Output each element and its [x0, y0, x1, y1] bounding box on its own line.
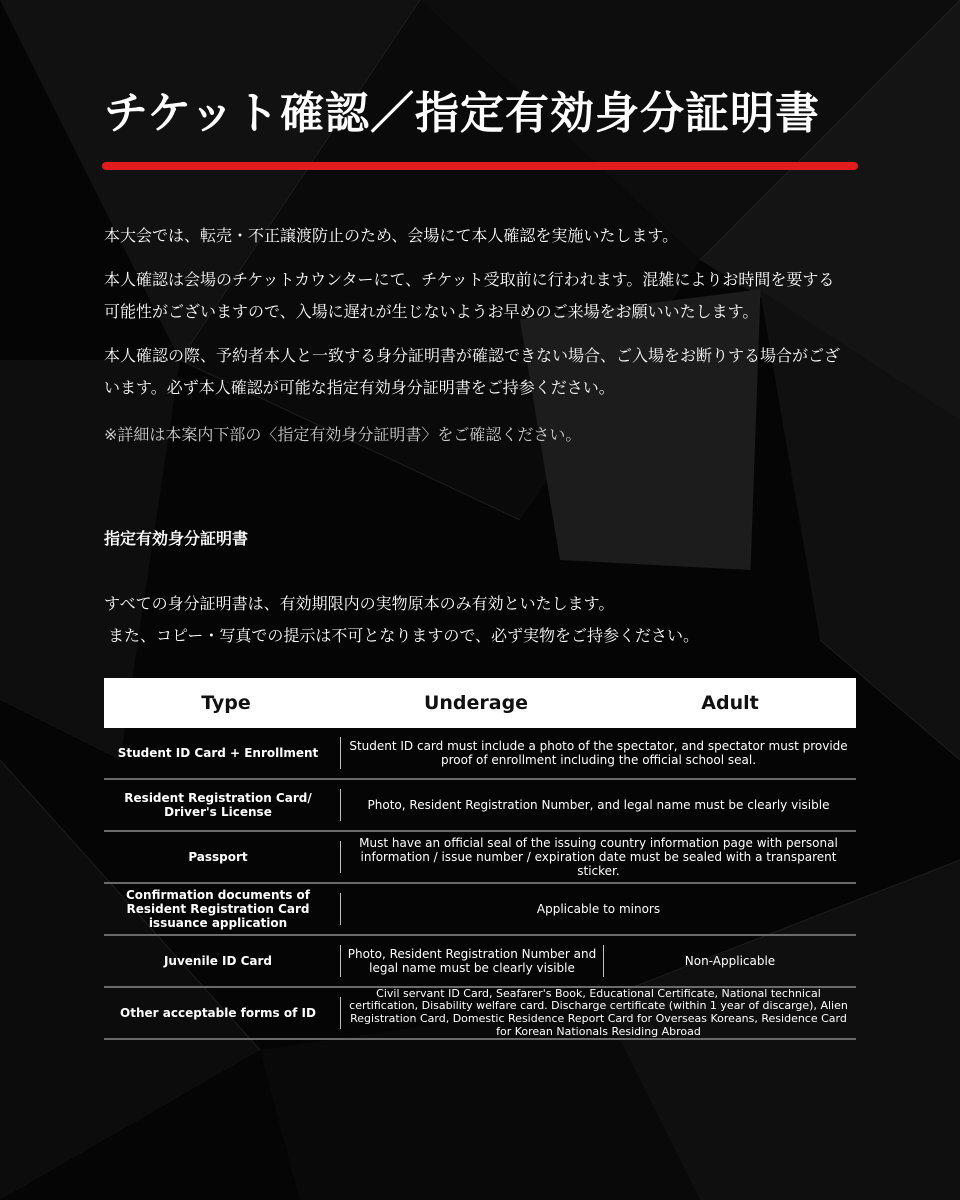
detail-note: ※詳細は本案内下部の〈指定有効身分証明書〉をご確認ください。	[104, 425, 582, 444]
intro-paragraph-2-line-1: 本人確認は会場のチケットカウンターにて、チケット受取前に行われます。混雑によりお時間を要する	[104, 270, 835, 289]
intro-paragraph-3-line-2: います。必ず本人確認が可能な指定有効身分証明書をご持参ください。	[104, 378, 615, 397]
row-description: Photo, Resident Registration Number, and legal name must be clearly visible	[367, 798, 830, 812]
table-row	[104, 780, 856, 832]
table-row	[104, 936, 856, 988]
row-label: Passport	[188, 850, 248, 864]
table-row	[104, 832, 856, 884]
intro-paragraph-2	[104, 264, 864, 328]
header-type: Type	[201, 692, 251, 714]
header-underage: Underage	[423, 692, 529, 714]
intro-paragraph-2-line-2: 可能性がございますので、入場に遅れが生じないようお早めのご来場をお願いいたします。	[104, 302, 759, 321]
row-underage: Photo, Resident Registration Number and legal name must be clearly visible	[347, 947, 597, 975]
intro-paragraph-3-line-1: 本人確認の際、予約者本人と一致する身分証明書が確認できない場合、ご入場をお断りする場合がござ	[104, 346, 841, 365]
row-label: Resident Registration Card/ Driver's License	[124, 791, 312, 819]
row-label: Juvenile ID Card	[163, 954, 273, 968]
intro-paragraph-3	[104, 340, 864, 404]
row-description: Must have an official seal of the issuing country information page with personal information / issue number / expiration date must be sealed with a transparent sticker.	[359, 836, 838, 878]
table-row	[104, 884, 856, 936]
id-table	[104, 678, 856, 1040]
intro-paragraph-1: 本大会では、転売・不正譲渡防止のため、会場にて本人確認を実施いたします。	[104, 226, 679, 245]
row-description: Applicable to minors	[536, 902, 661, 916]
row-label: Confirmation documents of Resident Registration Card issuance application	[125, 888, 311, 930]
header-adult: Adult	[701, 692, 759, 714]
table-row	[104, 728, 856, 780]
page-title: チケット確認／指定有効身分証明書	[104, 88, 821, 139]
table-row	[104, 988, 856, 1040]
section-title: 指定有効身分証明書	[104, 529, 249, 548]
title-underline	[102, 162, 858, 170]
section-paragraph	[104, 588, 699, 652]
row-description: Civil servant ID Card, Seafarer's Book, Educational Certificate, National technical certification, Disability welfare card. Discharge certificate (within 1 year of discarge), Alien Registration Card, Domestic Residence Report Card for Overseas Koreans, Residence Card for Korean Nationals Residing Abroad	[349, 986, 848, 1038]
row-description: Student ID card must include a photo of the spectator, and spectator must provide proof of enrollment including the official school seal.	[349, 739, 848, 767]
section-line-2: また、コピー・写真での提示は不可となりますので、必ず実物をご持参ください。	[108, 626, 700, 645]
row-label: Student ID Card + Enrollment	[117, 746, 319, 760]
row-label: Other acceptable forms of ID	[120, 1006, 316, 1020]
table-header	[104, 678, 856, 728]
section-line-1: すべての身分証明書は、有効期限内の実物原本のみ有効といたします。	[104, 594, 615, 613]
row-adult: Non-Applicable	[684, 954, 776, 968]
